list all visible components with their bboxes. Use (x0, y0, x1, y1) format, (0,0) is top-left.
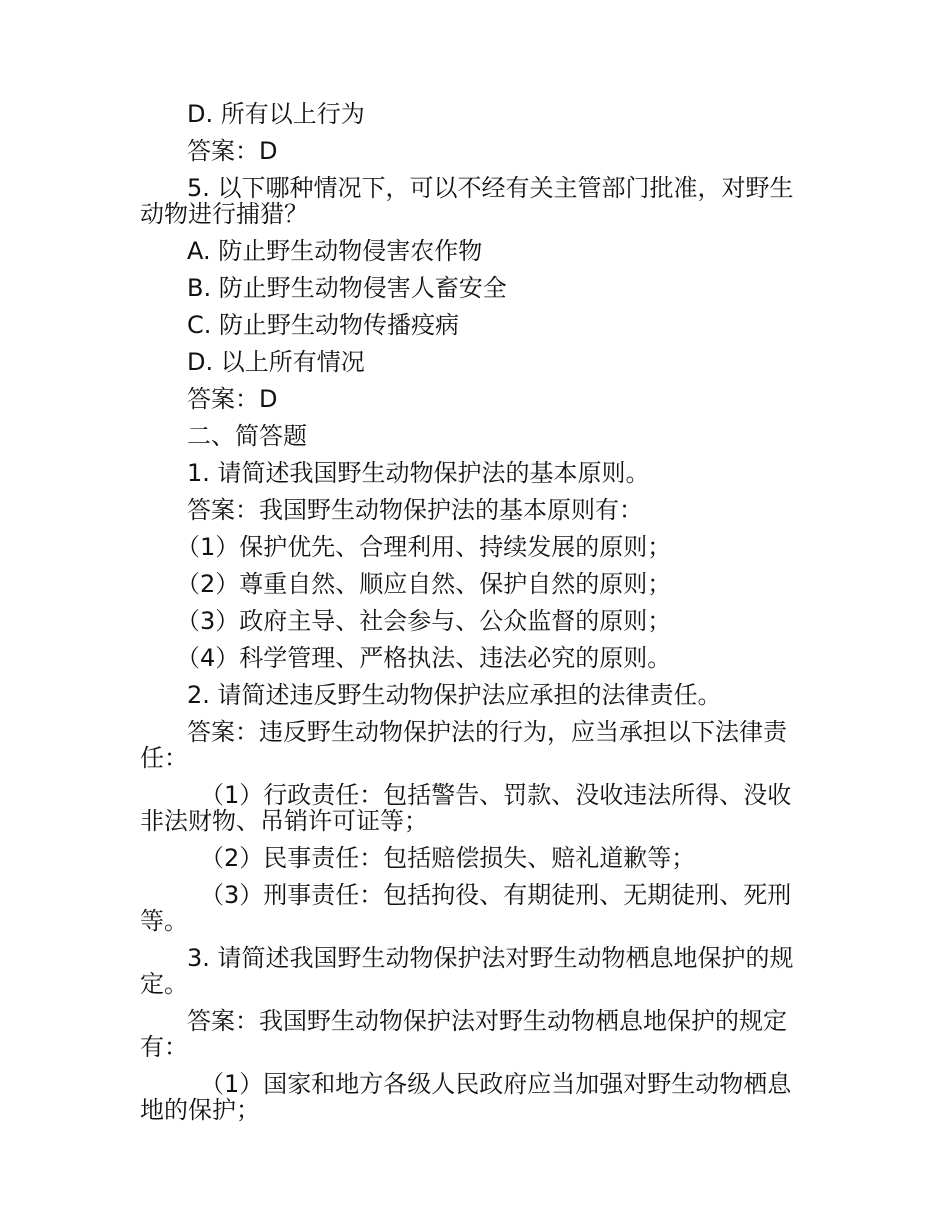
answer-1-item-4: （4）科学管理、严格执法、违法必究的原则。 (176, 644, 672, 672)
answer-2-item-3: （3）刑事责任：包括拘役、有期徒刑、无期徒刑、死刑等。 (140, 881, 792, 935)
answer-3-item-1: （1）国家和地方各级人民政府应当加强对野生动物栖息地的保护； (140, 1070, 792, 1124)
question-5: 5. 以下哪种情况下，可以不经有关主管部门批准，对野生动物进行捕猎？ (140, 174, 794, 228)
option-d: D. 以上所有情况 (187, 348, 365, 376)
document-page (140, 101, 815, 1134)
answer-q5: 答案：D (187, 385, 278, 413)
short-question-1: 1. 请简述我国野生动物保护法的基本原则。 (187, 459, 650, 487)
option-c: C. 防止野生动物传播疫病 (187, 311, 460, 339)
answer-3-intro: 答案：我国野生动物保护法对野生动物栖息地保护的规定有： (140, 1007, 787, 1061)
answer-1-item-3: （3）政府主导、社会参与、公众监督的原则； (176, 607, 672, 635)
section-heading-short-answer: 二、简答题 (187, 422, 307, 450)
option-b: B. 防止野生动物侵害人畜安全 (187, 274, 507, 302)
answer-2-item-2: （2）民事责任：包括赔偿损失、赔礼道歉等； (200, 844, 696, 872)
answer-2-intro: 答案：违反野生动物保护法的行为，应当承担以下法律责任： (140, 718, 787, 772)
answer-2-item-1: （1）行政责任：包括警告、罚款、没收违法所得、没收非法财物、吊销许可证等； (140, 781, 792, 835)
short-question-2: 2. 请简述违反野生动物保护法应承担的法律责任。 (187, 681, 722, 709)
answer-1-item-2: （2）尊重自然、顺应自然、保护自然的原则； (176, 570, 672, 598)
option-d-all-behaviors: D. 所有以上行为 (187, 100, 365, 128)
answer-q4: 答案：D (187, 137, 278, 165)
short-question-3: 3. 请简述我国野生动物保护法对野生动物栖息地保护的规定。 (140, 944, 794, 998)
answer-1-item-1: （1）保护优先、合理利用、持续发展的原则； (176, 533, 672, 561)
option-a: A. 防止野生动物侵害农作物 (187, 237, 483, 265)
answer-1-intro: 答案：我国野生动物保护法的基本原则有： (187, 496, 643, 524)
